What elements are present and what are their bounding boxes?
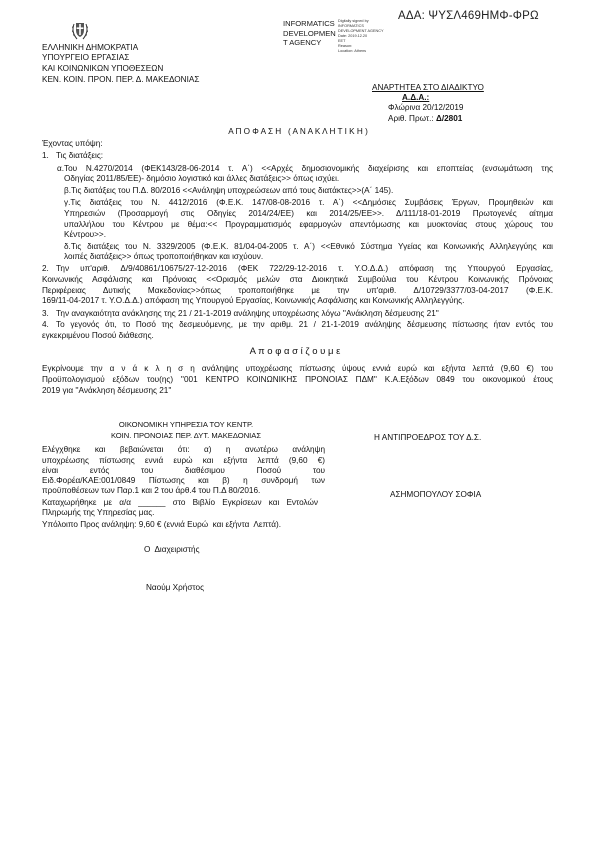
protocol-number: Δ/2801: [435, 114, 463, 123]
greek-coat-of-arms-icon: [70, 20, 90, 42]
document-title: Α Π Ο Φ Α Σ Η ( Α Ν Α Κ Λ Η Τ Ι Κ Η ): [228, 127, 368, 136]
recital-line: Περιφέρειας Δυτικής Μακεδονίας>>όπως τροποποιήθηκε με την υπ'αριθ. Δ/10729/3377/03-04-2017 (Φ.Ε.Κ.: [42, 286, 553, 295]
finance-heading-line: ΚΟΙΝ. ΠΡΟΝΟΙΑΣ ΠΕΡ. ΔΥΤ. ΜΑΚΕΔΟΝΙΑΣ: [110, 431, 262, 440]
recitals-heading: Έχοντας υπόψη:: [42, 139, 103, 148]
finance-heading-line: ΟΙΚΟΝΟΜΙΚΗ ΥΠΗΡΕΣΙΑ ΤΟΥ ΚΕΝΤΡ.: [118, 420, 254, 429]
vice-president-name: ΑΣΗΜΟΠΟΥΛΟΥ ΣΟΦΙΑ: [390, 490, 482, 499]
issuer-line: ΕΛΛΗΝΙΚΗ ΔΗΜΟΚΡΑΤΙΑ: [42, 43, 139, 52]
finance-certification-line: Ειδ.Φορέα/ΚΑΕ:001/0849 Πίστωσης και β) η συνδρομή των: [42, 476, 325, 485]
finance-registration-line: Καταχωρήθηκε με α/α ______ στο Βιβλίο Εγκρίσεων και Εντολών: [42, 498, 318, 507]
ada-header: ΑΔΑ: ΨΥΣΛ469ΗΜΦ-ΦΡΩ: [398, 10, 539, 22]
recital-line: Το γεγονός ότι, το Ποσό της δεσμευόμενης, με την αριθμ. 21 / 21-1-2019 ανάληψης δέσμευσης πίστωσης ήταν εντός του: [56, 320, 553, 329]
finance-balance: Υπόλοιπο Προς ανάληψη: 9,60 € (εννιά Ευρώ και εξήντα Λεπτά).: [42, 520, 282, 529]
vice-president-role: Η ΑΝΤΙΠΡΟΕΔΡΟΣ ΤΟΥ Δ.Σ.: [374, 433, 482, 442]
finance-certification-line: είναι εντός του διαθέσιμου Ποσού του: [42, 466, 325, 475]
manager-role: Ο Διαχειριστής: [144, 545, 200, 554]
recital-line: Υπηρεσιών (Προσαρμογή στις Οδηγίες 2014/24/ΕΕ) και 2014/25/ΕΕ>>. Δ/111/18-01-2019 Πρωτογενές αίτημα: [64, 209, 553, 218]
stamp-logo-line: T AGENCY: [283, 38, 322, 47]
finance-certification-line: Ελέγχθηκε και βεβαιώνεται ότι: α) η ανωτέρω ανάληψη: [42, 445, 325, 454]
stamp-detail-line: EET: [338, 39, 346, 43]
place-date: Φλώρινα 20/12/2019: [388, 103, 464, 112]
recital-lead: Τις διατάξεις:: [56, 151, 104, 160]
finance-certification-line: υποχρέωσης πίστωσης εννιά ευρώ και εξήντα λεπτά (9,60 €): [42, 456, 325, 465]
finance-registration-line: Πληρωμής της Υπηρεσίας μας.: [42, 508, 155, 517]
recital-line: λοιπές διατάξεις>> όπως τροποποιήθηκαν και ισχύουν.: [64, 252, 264, 261]
recital-line: Την αναγκαιότητα ανάκλησης της 21 / 21-1-2019 ανάληψης υποχρέωσης λόγω ''Ανάκληση δέσμευσης 21'': [56, 309, 439, 318]
publish-note: ΑΝΑΡΤΗΤΕΑ ΣΤΟ ΔΙΑΔΙΚΤΥΟ: [372, 83, 484, 92]
decision-heading: Α π ο φ α σ ί ζ ο υ μ ε: [249, 346, 341, 357]
recital-line: Κοινωνικής Ασφάλισης και Πρόνοιας <<Ορισμός μελών στα Διοικητικά Συμβούλια του Κέντρου Κοινωνικής Πρόνοιας: [42, 275, 553, 284]
decision-line: 2019 για ''Ανάκληση δέσμευσης 21'': [42, 386, 172, 395]
ada-field-label: Α.Δ.Α.:: [402, 93, 430, 102]
stamp-logo-line: INFORMATICS: [283, 19, 335, 28]
recital-number: 1.: [42, 151, 49, 160]
stamp-detail-line: DEVELOPMENT AGENCY: [338, 29, 384, 33]
stamp-logo-line: DEVELOPMEN: [283, 28, 336, 38]
protocol-label: Αριθ. Πρωτ.:: [388, 114, 436, 123]
stamp-detail-line: Date: 2019.12.20: [338, 34, 368, 38]
recital-number: 4.: [42, 320, 49, 329]
recital-line: εγκεκριμένου Ποσού διάθεσης.: [42, 331, 154, 340]
recital-line: υπαλλήλου του Κέντρου με θέμα:<< Προγραμματισμός εφαρμογών απεντόμωσης και μυοκτονίας στους χώρους του: [64, 220, 553, 229]
recital-number: 2.: [42, 264, 49, 273]
stamp-detail-line: Location: Athens: [338, 49, 367, 53]
decision-line: Προϋπολογισμού εξόδων του(ης) ''001 ΚΕΝΤΡΟ ΚΟΙΝΩΝΙΚΗΣ ΠΡΟΝΟΙΑΣ ΠΔΜ'' Κ.Α.Εξόδων 0849 του οικονομικού έτους: [42, 375, 553, 384]
stamp-detail-line: Reason:: [338, 44, 353, 48]
recital-line: 169/11-04-2017 τ. Υ.Ο.Δ.Δ.) απόφαση της Υπουργού Εργασίας, Κοινωνικής Ασφάλισης και Κοινωνικής Αλληλεγγύης.: [42, 296, 465, 305]
recital-line: Την υπ'αριθ. Δ/9/40861/10675/27-12-2016 (ΦΕΚ 722/29-12-2016 τ. Υ.Ο.Δ.Δ.) απόφαση της Υπουργού Εργασίας,: [56, 264, 553, 273]
recital-line: γ.Τις διατάξεις του Ν. 4412/2016 (Φ.Ε.Κ. 147/08-08-2016 τ. Α΄) <<Δημόσιες Συμβάσεις Έργων, Προμηθειών και: [64, 198, 553, 207]
issuer-line: ΚΑΙ ΚΟΙΝΩΝΙΚΩΝ ΥΠΟΘΕΣΕΩΝ: [42, 64, 164, 73]
protocol-line: [388, 114, 508, 124]
stamp-detail-line: Digitally signed by: [338, 19, 369, 23]
recital-line: δ.Τις διατάξεις του Ν. 3329/2005 (Φ.Ε.Κ. 81/04-04-2005 τ. Α΄) <<Εθνικό Σύστημα Υγείας και Κοινωνικής Αλληλεγγύης και: [64, 242, 553, 251]
recital-line: Κέντρου>>.: [64, 230, 106, 239]
recital-number: 3.: [42, 309, 49, 318]
issuer-line: ΚΕΝ. ΚΟΙΝ. ΠΡΟΝ. ΠΕΡ. Δ. ΜΑΚΕΔΟΝΙΑΣ: [42, 75, 200, 84]
recital-line: β.Τις διατάξεις του Π.Δ. 80/2016 <<Ανάληψη υποχρεώσεων από τους διατάκτες>>(Α΄ 145).: [64, 186, 394, 195]
issuer-line: ΥΠΟΥΡΓΕΙΟ ΕΡΓΑΣΙΑΣ: [42, 53, 130, 62]
decision-line: Εγκρίνουμε την α ν ά κ λ η σ η ανάληψης υποχρέωσης πίστωσης ύψους εννιά ευρώ και εξήντα λεπτά (9,60 €) του: [42, 364, 553, 373]
finance-certification-line: προϋποθέσεων των Παρ.1 και 2 του άρθ.4 του Π.Δ 80/2016.: [42, 486, 261, 495]
stamp-detail-line: INFORMATICS: [338, 24, 364, 28]
recital-line: α.Του Ν.4270/2014 (ΦΕΚ143/28-06-2014 τ. Α΄) <<Αρχές δημοσιονομικής διαχείρισης και εποπτείας (ενσωμάτωση της: [57, 164, 553, 173]
recital-line: Οδηγίας 2011/85/ΕΕ)- δημόσιο λογιστικό και άλλες διατάξεις>> όπως ισχύει.: [64, 174, 340, 183]
manager-name: Ναούμ Χρήστος: [146, 583, 205, 592]
